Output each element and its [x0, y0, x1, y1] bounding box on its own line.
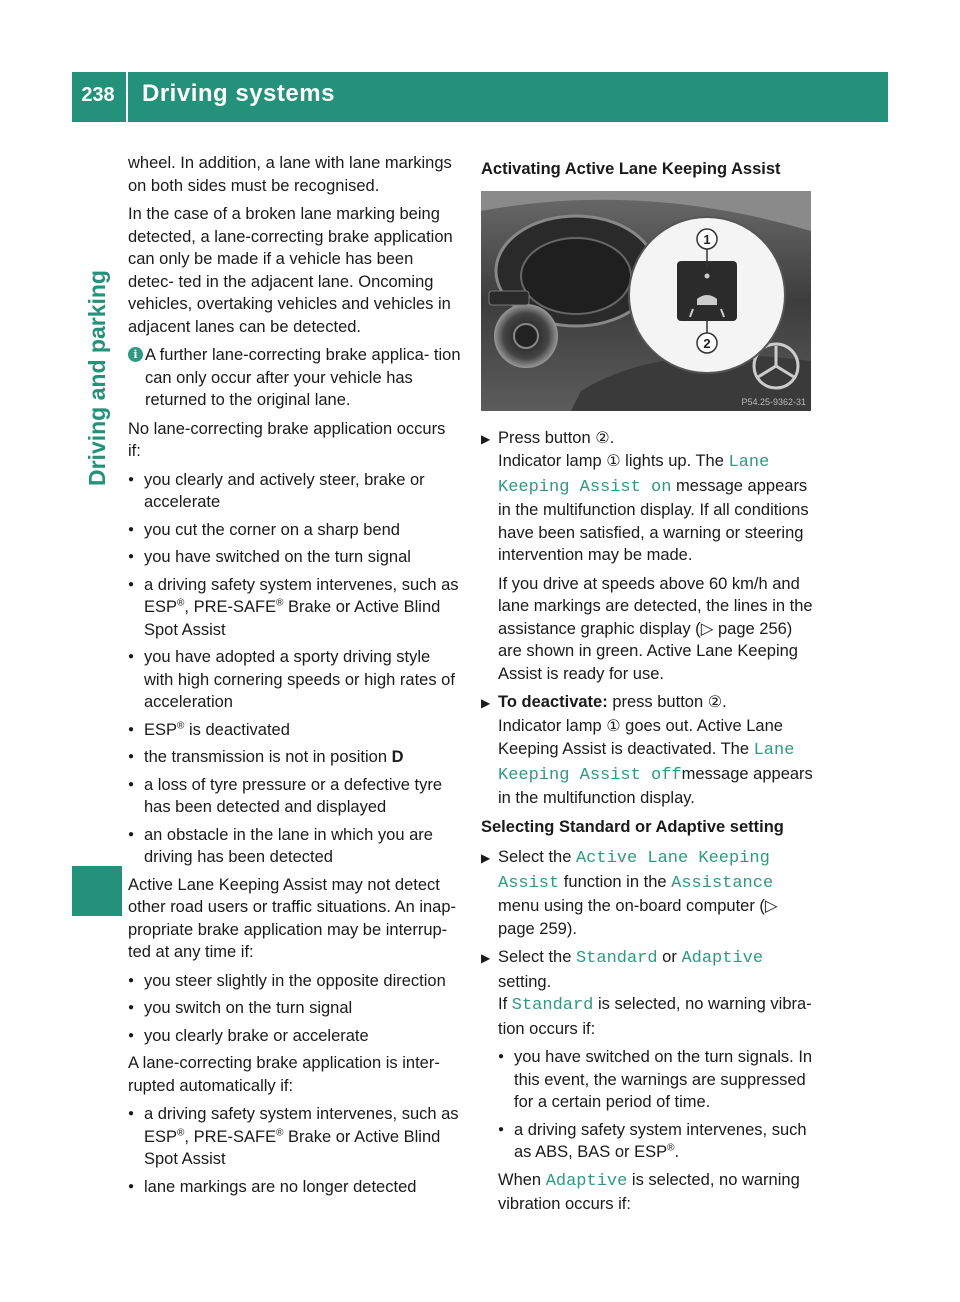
registered-mark: ®	[177, 720, 185, 731]
ref-2: ②	[707, 694, 723, 711]
step-deactivate	[481, 691, 814, 810]
gear-position: D	[391, 748, 404, 766]
list-item	[128, 574, 462, 642]
step-text: function in the	[559, 872, 672, 891]
step-select-setting	[481, 946, 814, 1216]
step-text: lights up. The	[620, 452, 729, 470]
list-item	[128, 719, 462, 742]
figure-code: P54.25-9362-31	[741, 396, 806, 407]
step-text: message appears in the multifunction display.	[498, 764, 813, 807]
display-message: Assistance	[671, 873, 774, 893]
registered-mark: ®	[667, 1142, 675, 1154]
step-text: setting.	[498, 972, 552, 991]
indicator-lamp	[705, 273, 710, 278]
side-tab-label: Driving and parking	[84, 270, 110, 486]
display-message: Lane Keeping Assist on	[498, 453, 770, 497]
step-text: goes out. Active Lane Keeping Assist is deactivated. The	[498, 716, 783, 758]
step-text: Indicator lamp	[498, 716, 607, 735]
paragraph: A lane-correcting brake application is inter- rupted automatically if:	[128, 1054, 440, 1095]
left-column	[128, 152, 462, 1203]
page-number: 238	[81, 84, 115, 106]
list-item: ● you have switched on the turn signal	[128, 546, 462, 569]
step-text: menu using the on-board computer (	[498, 897, 765, 915]
display-message: Standard	[575, 949, 658, 968]
page-ref-arrow: ▷	[700, 619, 714, 638]
list-item	[128, 1103, 462, 1171]
list-text: , PRE-SAFE	[184, 598, 277, 616]
heading-selecting: Selecting Standard or Adaptive setting	[481, 817, 784, 836]
registered-mark: ®	[177, 1127, 185, 1138]
list-text: a driving safety system intervenes, such as ABS, BAS or ESP	[514, 1120, 807, 1161]
display-message: Standard	[511, 996, 594, 1015]
step-paragraph	[498, 1169, 814, 1216]
list-item: ● a loss of tyre pressure or a defective tyre has been detected and displayed	[128, 774, 462, 819]
step-paragraph	[498, 573, 814, 686]
heading-activating: Activating Active Lane Keeping Assist	[481, 160, 781, 178]
list-text: Brake or Active Blind Spot Assist	[144, 1127, 441, 1168]
step-select-function	[481, 846, 814, 940]
gauge	[521, 238, 631, 314]
step-text: message appears in the multifunction display. If all conditions have been satisfied, a warning or steering intervention may be made.	[498, 476, 809, 564]
info-note	[128, 344, 462, 412]
info-icon: i	[128, 347, 143, 362]
step-text: If you drive at speeds above 60 km/h and lane markings are detected, the lines in the assistance graphic display (	[498, 574, 813, 638]
paragraph: In the case of a broken lane marking being detected, a lane-correcting brake application can only be made if a vehicle has been detec- ted in the adjacent lane. Oncoming vehicles, overtaking vehicles and vehicles in adjacent lanes can be detected.	[128, 205, 453, 336]
list-text: is deactivated	[184, 720, 290, 739]
list-text: a driving safety system intervenes, such as ESP	[144, 1105, 459, 1146]
ref-2: ②	[595, 429, 610, 447]
list-text: , PRE-SAFE	[184, 1127, 277, 1146]
info-note-text: A further lane-correcting brake applica- tion can only occur after your vehicle has returned to the original lane.	[145, 346, 461, 409]
ref-1: ①	[606, 717, 621, 735]
list-item: ● you steer slightly in the opposite direction	[128, 970, 462, 993]
registered-mark: ®	[276, 597, 284, 609]
dashboard-figure	[481, 191, 811, 411]
right-column	[481, 152, 814, 1222]
list-text: Brake or Active Blind Spot Assist	[144, 598, 441, 639]
list-item	[498, 1119, 814, 1164]
air-vent-center	[514, 324, 538, 348]
section-title: Driving systems	[142, 80, 335, 107]
list-item: ● an obstacle in the lane in which you are driving has been detected	[128, 824, 462, 869]
header-divider	[126, 72, 128, 122]
list-text: a driving safety system intervenes, such as ESP	[144, 575, 459, 616]
list-item: ● you cut the corner on a sharp bend	[128, 519, 462, 542]
step-text: Select the	[498, 848, 576, 866]
list-text: the transmission is not in position	[144, 748, 392, 766]
ref-1: ①	[606, 453, 621, 470]
side-tab-marker	[72, 866, 122, 916]
step-text: is selected, no warning vibration occurs if:	[498, 1170, 800, 1213]
step-press-button	[481, 427, 814, 686]
display-message: Active Lane Keeping Assist	[498, 849, 770, 893]
control-buttons	[489, 291, 529, 305]
step-text: If	[498, 995, 512, 1013]
step-text: press button	[607, 693, 708, 711]
display-message: Adaptive	[681, 949, 764, 968]
step-text: .	[609, 428, 615, 447]
step-label: To deactivate:	[498, 693, 608, 711]
paragraph: Active Lane Keeping Assist may not detect other road users or traffic situations. An inap- propriate brake application may be interrup- ted at any time if:	[128, 875, 457, 961]
paragraph: No lane-correcting brake application occurs if:	[128, 419, 446, 460]
paragraph: wheel. In addition, a lane with lane markings on both sides must be recognised.	[128, 154, 452, 195]
step-text: page 256) are shown in green. Active Lane Keeping Assist is ready for use.	[498, 619, 798, 683]
registered-mark: ®	[276, 1127, 284, 1138]
list-item: ● you switch on the turn signal	[128, 997, 462, 1020]
callout-1-label: 1	[703, 231, 711, 247]
list-item: ● lane markings are no longer detected	[128, 1176, 462, 1199]
step-text: Indicator lamp	[498, 452, 607, 470]
callout-2-label: 2	[703, 335, 711, 351]
step-text: is selected, no warning vibra- tion occurs if:	[498, 995, 812, 1038]
list-item: ● you have adopted a sporty driving style with high cornering speeds or high rates of acceleration	[128, 646, 462, 714]
step-text: When	[498, 1170, 546, 1189]
list-text: ESP	[144, 720, 178, 739]
step-text: Press button	[498, 428, 596, 447]
lane-assist-button	[677, 261, 737, 321]
page-ref-arrow: ▷	[764, 897, 778, 915]
list-item: ● you clearly brake or accelerate	[128, 1025, 462, 1048]
display-message: Lane Keeping Assist off	[498, 741, 795, 785]
step-text: .	[722, 693, 727, 711]
sub-list	[498, 1046, 814, 1164]
step-text: or	[657, 948, 682, 966]
list-item: ● you clearly and actively steer, brake or accelerate	[128, 469, 462, 514]
step-text: Select the	[498, 948, 576, 966]
list-text: .	[674, 1143, 680, 1161]
list-item	[128, 746, 462, 769]
registered-mark: ®	[177, 597, 185, 609]
list-item: ● you have switched on the turn signals. In this event, the warnings are suppressed for a certain period of time.	[498, 1046, 814, 1114]
display-message: Adaptive	[545, 1171, 628, 1191]
step-text: page 259).	[498, 919, 577, 938]
dashboard-photo	[481, 191, 811, 411]
